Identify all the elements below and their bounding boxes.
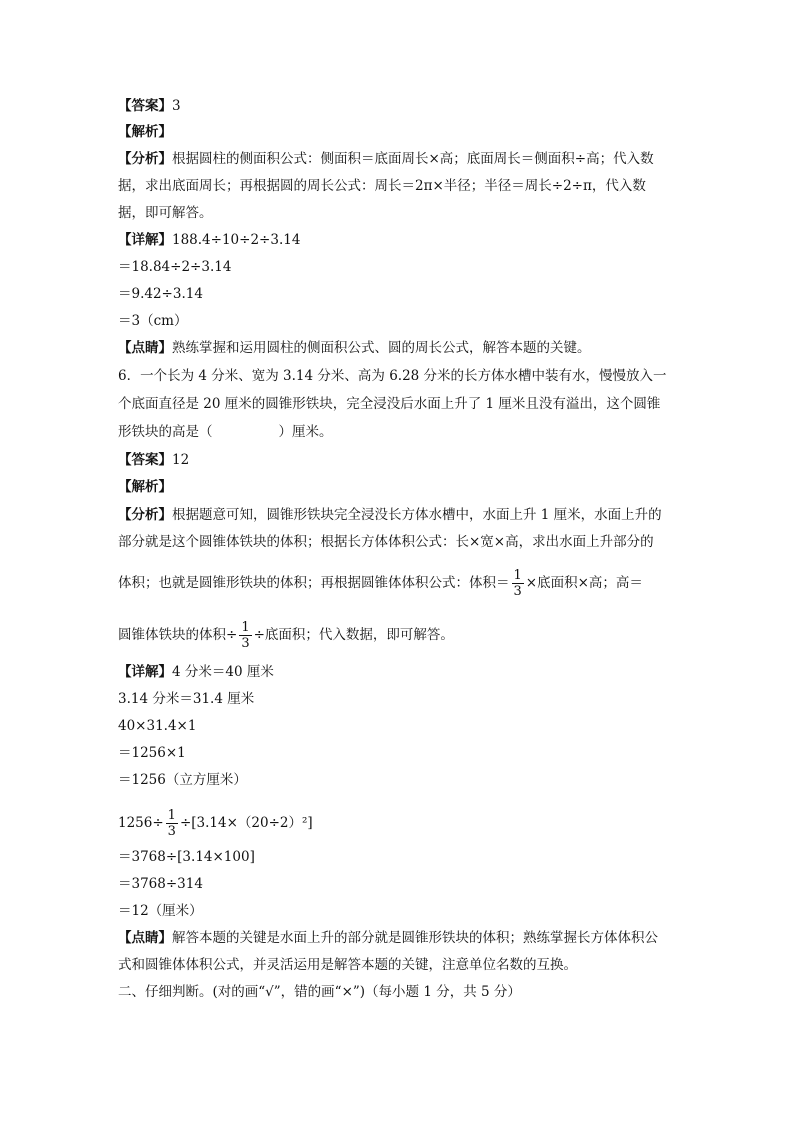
q6-step-7: ＝3768÷314	[118, 876, 203, 892]
q6-dianjing-line-1	[118, 928, 658, 948]
fraction-one-third	[239, 620, 251, 651]
fenxi-text: 体积；也就是圆锥形铁块的体积；再根据圆锥体体积公式：体积＝	[118, 575, 510, 591]
q5-step-1: ＝18.84÷2÷3.14	[118, 259, 232, 275]
fraction-numerator: 1	[167, 808, 176, 823]
fenxi-text-end: ×底面积×高；高＝	[525, 575, 643, 591]
q6-question-line-1: 6．一个长为 4 分米、宽为 3.14 分米、高为 6.28 分米的长方体水槽中装有水，慢慢放入一	[118, 368, 667, 384]
question-text: 形铁块的高是（	[118, 424, 213, 440]
fenxi-text: 圆锥体铁块的体积÷	[118, 627, 238, 643]
q6-step-1: 3.14 分米＝31.4 厘米	[118, 691, 255, 707]
q6-answer-line	[118, 450, 189, 470]
fraction-numerator: 1	[241, 620, 250, 635]
xiangjie-tag: 【详解】	[118, 664, 172, 680]
q5-step-2: ＝9.42÷3.14	[118, 286, 203, 302]
fenxi-text-end: ÷底面积；代入数据，即可解答。	[253, 627, 454, 643]
xiangjie-text: 4 分米＝40 厘米	[172, 664, 274, 680]
q6-step-2: 40×31.4×1	[118, 718, 197, 734]
dianjing-tag: 【点睛】	[118, 340, 172, 356]
q6-question-line-3	[118, 422, 333, 442]
answer-value: 12	[172, 452, 190, 468]
q6-fenxi-line-2: 部分就是这个圆锥体铁块的体积；根据长方体体积公式：长×宽×高，求出水面上升部分的	[118, 534, 654, 550]
q6-fenxi-line-3	[118, 568, 643, 599]
dianjing-text: 熟练掌握和运用圆柱的侧面积公式、圆的周长公式，解答本题的关键。	[172, 340, 591, 356]
section-heading: 二、仔细判断。(对的画“√”，错的画“×”)（每小题 1 分，共 5 分）	[118, 984, 521, 1000]
q5-analysis-tag: 【解析】	[118, 124, 172, 140]
q6-xiangjie-line	[118, 662, 274, 682]
dianjing-tag: 【点睛】	[118, 930, 172, 946]
fenxi-text: 根据题意可知，圆锥形铁块完全浸没长方体水槽中，水面上升 1 厘米，水面上升的	[172, 507, 662, 523]
answer-value: 3	[172, 98, 181, 114]
q5-xiangjie-line	[118, 230, 300, 250]
q6-fenxi-line-1	[118, 505, 662, 525]
q5-fenxi-line-2: 据，求出底面周长；再根据圆的周长公式：周长＝2π×半径；半径＝周长÷2÷π，代入数	[118, 178, 646, 194]
fenxi-text: 根据圆柱的侧面积公式：侧面积＝底面周长×高；底面周长＝侧面积÷高；代入数	[172, 151, 654, 167]
fenxi-tag: 【分析】	[118, 151, 172, 167]
q5-answer-line	[118, 96, 181, 116]
step-text-end: ÷[3.14×（20÷2）²]	[179, 815, 313, 831]
xiangjie-tag: 【详解】	[118, 232, 172, 248]
q5-step-3: ＝3（cm）	[118, 313, 188, 329]
q6-question-line-2: 个底面直径是 20 厘米的圆锥形铁块，完全浸没后水面上升了 1 厘米且没有溢出，这个圆锥	[118, 396, 661, 412]
q6-dianjing-line-2: 式和圆锥体体积公式，并灵活运用是解答本题的关键，注意单位名数的互换。	[118, 957, 577, 973]
fraction-denominator: 3	[241, 636, 250, 651]
q6-step-4: ＝1256（立方厘米）	[118, 772, 247, 788]
q5-fenxi-line-1	[118, 149, 654, 169]
q6-fenxi-line-4	[118, 620, 454, 651]
fraction-one-third	[166, 808, 178, 839]
xiangjie-text: 188.4÷10÷2÷3.14	[172, 232, 301, 248]
dianjing-text: 解答本题的关键是水面上升的部分就是圆锥形铁块的体积；熟练掌握长方体体积公	[172, 930, 658, 946]
fraction-numerator: 1	[513, 568, 522, 583]
step-text: 1256÷	[118, 815, 164, 831]
q6-step-5	[118, 808, 313, 839]
question-text-end: ）厘米。	[278, 424, 333, 440]
q6-step-6: ＝3768÷[3.14×100]	[118, 849, 255, 865]
fraction-denominator: 3	[167, 824, 176, 839]
fenxi-tag: 【分析】	[118, 507, 172, 523]
q5-dianjing-line	[118, 338, 591, 358]
answer-tag: 【答案】	[118, 452, 172, 468]
q6-step-3: ＝1256×1	[118, 745, 186, 761]
answer-tag: 【答案】	[118, 98, 172, 114]
fraction-denominator: 3	[513, 584, 522, 599]
q6-step-8: ＝12（厘米）	[118, 903, 203, 919]
q5-fenxi-line-3: 据，即可解答。	[118, 205, 213, 221]
q6-analysis-tag: 【解析】	[118, 479, 172, 495]
fraction-one-third	[512, 568, 524, 599]
